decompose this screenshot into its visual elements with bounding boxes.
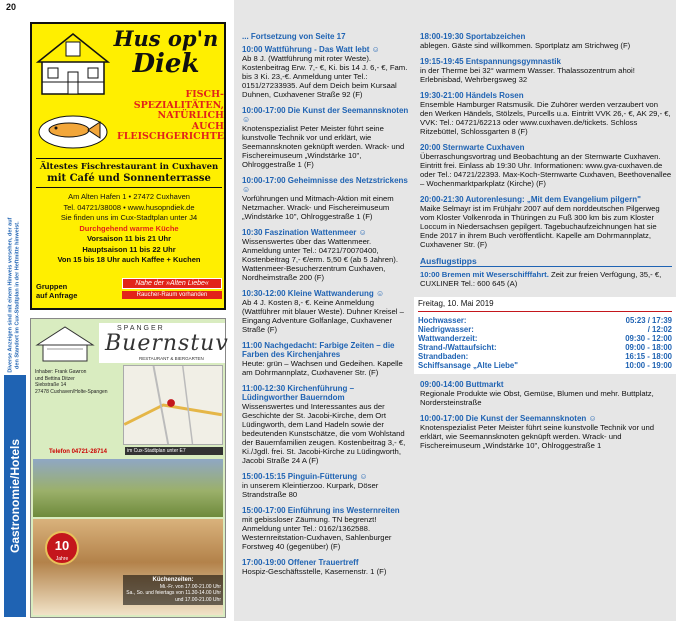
sidebar-note-line: Diverse Anzeigen sind mit einem Hinweis versehen, der auf [7,217,14,374]
fish-plate-icon [36,102,110,152]
event-title: 18:00-19:30 Sportabzeichen [420,32,526,41]
groups-line: auf Anfrage [36,291,78,300]
event-title: 17:00-19:00 Offener Trauertreff [242,557,359,567]
date-section [414,297,676,312]
info-line: und Bettina Ditzer [35,375,75,382]
location-map-icon [123,365,223,445]
claim-line: FISCH- [185,89,224,100]
date-heading: Freitag, 10. Mai 2019 [418,299,672,312]
tide-label: Niedrigwasser: [418,325,474,334]
tide-row [418,343,672,352]
event-entry [242,106,410,169]
subtitle-line: Ältestes Fischrestaurant in Cuxhaven [39,162,219,172]
kitchen-label: Durchgehend warme Küche [79,223,179,233]
event-title: 10:00-17:00 Die Kunst der Seemannsknoten ☺ [242,105,409,124]
contact: Tel. 04721/38008 • www.husopndiek.de [63,202,195,212]
logo-subtitle: RESTAURANT & BIERGARTEN [139,356,204,361]
buernstuv-info [35,369,119,395]
buernstuv-logo [99,323,229,363]
event-body: in unserem Kleintierzoo. Kurpark, Döser Strandstraße 80 [242,480,379,499]
event-entry [242,558,410,576]
groups-note [36,282,77,300]
event-body: in der Therme bei 32° warmem Wasser. Thalassozentrum ahoi! Erlebnisbad, Wehrbergsweg 32 [420,66,635,84]
tide-row [418,325,672,334]
event-entry [242,176,410,221]
event-body: mit gebissloser Zäumung. TN begrenzt! Anmeldung unter Tel.: 0162/1362588. Westernreitstation-Cuxhaven, Sahlenburger Forstweg 40 (gegenüber) (F) [242,514,392,551]
page-number: 20 [6,2,17,12]
tide-row [418,352,672,361]
event-title: 20:00 Sternwarte Cuxhaven [420,143,525,152]
season-main: Hauptsaison 11 bis 22 Uhr [82,244,176,254]
info-line: Siebstraße 14 [35,382,67,388]
tide-value: 10:00 - 19:00 [625,361,672,370]
ad-hus-subtitle [36,158,222,188]
tide-row [418,334,672,343]
event-entry [242,384,410,465]
event-title: 10:00 Wattführung - Das Watt lebt ☺ [242,44,380,54]
hours-line: Sa., So. und feiertags von 11.30-14.00 Uhr [126,590,221,596]
event-body: Ab 8 J. (Wattführung mit roter Weste). Kostenbeitrag Erw. 7,- €, Ki. bis 14 J. 6,- €, Fam. bis 3 Ki. 23,-€. Anmeldung unter Tel.: 0151/27233935. Auf dem Deich beim Kursaal Duhnen, Cuxhavener Straße 92 (F) [242,53,408,99]
event-title: 15:00-15:15 Pinguin-Fütterung ☺ [242,471,368,481]
claim-line: FLEISCHGERICHTE [116,131,224,142]
tide-value: 16:15 - 18:00 [625,352,672,361]
tide-value: 09:30 - 12:00 [625,334,672,343]
tips-header: Ausflugstipps [420,256,672,267]
event-body: Überraschungsvortrag und Beobachtung an der Sternwarte Cuxhaven. Eintritt frei. Einlass ab 19:30 Uhr. Informationen: www.gva-cuxhaven.de oder Tel.: 04721/22393. Max-Koch-Sternwarte Cuxhaven, Beethovenallee – Wochenmarktparkplatz (Kirche) (F) [420,152,672,188]
badge-label: Jahre [55,556,69,562]
event-title: 10:00-17:00 Geheimnisse des Netzstrickens ☺ [242,175,408,194]
event-title: 19:30-21:00 Händels Rosen [420,91,524,100]
tide-label: Strand-/Wattaufsicht: [418,343,497,352]
event-entry [420,57,672,84]
logo-line: Hus op'n [113,26,219,51]
event-entry [420,143,672,188]
tide-label: Schiffsansage „Alte Liebe" [418,361,518,370]
event-body: Regionale Produkte wie Obst, Gemüse, Blumen und mehr. Buttplatz, Nordersteinstraße [420,389,654,407]
event-body: Wissenswertes und Interessantes aus der Geschichte der St. Jacobi-Kirche, dem Ort Lüdingworth, dem Land Hadeln sowie der bedeutenden Kunstschätze, die vom Wohlstand der Bauernfamilien zeugen. Kostenbeitrag 3,- €, Ki./Jgdl. frei. St. Jacobi-Kirche zu Lüdingworth, Jacobi Straße 24 A (F) [242,401,406,465]
event-title: 19:15-19:45 Entspannungsgymnastik [420,57,561,66]
tide-row [418,361,672,370]
logo-line: Diek [132,49,200,79]
event-entry [242,45,410,99]
tip-body: Zeit zur freien Verfügung, 35,- €, CUXLINER Tel.: 600 645 (A) [420,270,662,288]
tide-value: 09:00 - 18:00 [625,343,672,352]
events-column-right [414,0,676,621]
events-column-left [234,0,414,621]
hours-title: Küchenzeiten: [152,577,194,583]
event-body: Wissenswertes über das Wattenmeer. Anmeldung unter Tel.: 04721/70070400, Kostenbeitrag 7,- €/erm. 5,50 € (ab 5 Jahren). Wattenmeer-Besucherzentrum Cuxhaven, Nordheimstraße 200 (F) [242,236,398,282]
address: Am Alten Hafen 1 • 27472 Cuxhaven [68,192,190,201]
map-hint: Sie finden uns im Cux-Stadtplan unter J4 [60,213,198,222]
sidebar-note-line: den Standort im Cux-Stadtplan in der Heftmitte hinweist. [15,221,22,370]
coffee-hours: Von 15 bis 18 Uhr auch Kaffee + Kuchen [57,255,201,264]
event-entry [420,414,672,450]
hours-line: und 17.00-21.00 Uhr [175,596,221,603]
event-body: Knotenspezialist Peter Meister führt seine kunstvolle Technik vor und erklärt, wie Seemannsknoten geknüpft werden. Wrack- und Fischereimuseum „Windstärke 10", Ohlroggestraße 1 [420,423,655,450]
event-entry [420,195,672,249]
ad-hus-info [34,192,224,266]
logo-name: Buernstuv [105,331,229,356]
event-title: 10:30 Faszination Wattenmeer ☺ [242,227,367,237]
event-body: Hospiz-Geschäftsstelle, Kasernenstr. 1 (F) [242,566,387,576]
info-line: Inhaber: Frank Gawron [35,369,87,375]
sidebar-note [4,218,26,373]
category-label: Gastronomie/Hotels [8,438,22,554]
continuation-header: ... Fortsetzung von Seite 17 [242,32,346,41]
tide-label: Wattwanderzeit: [418,334,478,343]
ad-hus-claim [112,90,224,143]
event-title: 10:00-17:00 Die Kunst der Seemannsknoten ☺ [420,414,597,423]
event-body: Knotenspezialist Peter Meister führt seine kunstvolle Technik vor und erklärt, wie Seemannsknoten geknüpft werden. Wrack- und Fischereimuseum „Windstärke 10", Ohlroggestraße 1 (F) [242,123,405,169]
tide-value: / 12:02 [647,325,672,334]
groups-line: Gruppen [36,282,68,291]
event-title: 20:00-21:30 Autorenlesung: „Mit dem Evangelium pilgern" [420,195,641,204]
event-entry [242,341,410,377]
anniversary-badge [45,531,79,565]
event-title: 15:00-17:00 Einführung ins Westernreiten [242,505,400,515]
claim-line: AUCH [191,120,224,132]
hours-line: Mi.-Fr. von 17.00-21.00 Uhr [159,583,221,590]
season-pre: Vorsaison 11 bis 21 Uhr [86,234,172,243]
subtitle-line: mit Café und Sonnenterrasse [47,173,211,184]
event-body: Heute: grün – Wachsen und Gedeihen. Kapelle am Dohrmannplatz, Cuxhavener Str. (F) [242,358,403,377]
house-illustration-icon [36,30,110,98]
event-entry [420,32,672,50]
telefon: Telefon 04721-28714 [49,449,107,455]
raucher-badge: Raucher-Raum vorhanden [122,291,222,299]
event-title: 11:00 Nachgedacht: Farbige Zeiten – die Farben des Kirchenjahres [242,340,395,359]
badge-number: 10 [54,538,70,553]
logo-spanger: SPANGER [117,325,165,332]
claim-line: SPEZIALITÄTEN, [133,99,224,111]
event-body: Vorführungen und Mitmach-Aktion mit einem Netzmacher. Wrack- und Fischereimuseum „Windstärke 10", Ohlroggestraße 1 (F) [242,193,394,221]
ad-buernstuv [30,318,229,618]
event-body: ablegen. Gäste sind willkommen. Sportplatz am Strichweg (F) [420,41,631,50]
nahe-badge: Nahe der »Alten Liebe« [122,278,222,289]
kitchen-hours [123,575,223,605]
event-entry [242,289,410,334]
tide-label: Hochwasser: [418,316,467,325]
map-caption: im Cux-Stadtplan unter E7 [125,447,223,455]
event-entry [242,506,410,551]
info-line: 27478 Cuxhaven/Holte-Spangen [35,388,108,395]
event-entry [242,472,410,499]
claim-line: NATÜRLICH [157,110,224,121]
ad-hus-op-n-diek [30,22,226,310]
event-title: 10:30-12:00 Kleine Wattwanderung ☺ [242,288,385,298]
tip-entry [420,270,672,288]
event-body: Ab 4 J. Kosten 8,- €. Keine Anmeldung (Wattführer mit blauer Weste). Duhner Kreisel – Eingang Adventure Golfanlage, Cuxhavener Straße (F) [242,297,404,334]
ad-hus-logo [108,28,224,78]
tide-table [414,312,676,374]
exterior-photo [33,459,223,517]
event-body: Ensemble Hamburger Ratsmusik. Die Zuhörer werden verzaubert von den Werken Händels, Stölzels, Purcells u.a. Eintritt VVK 26,- €, AK 29,- €, VVK: Tel.: 04721/62213 oder www.cuxhaven.de/tickets. Schloss Ritzebüttel, Schlossgarten 8 (F) [420,100,671,136]
farmhouse-icon [33,323,97,363]
tip-title: 10:00 Bremen mit Weserschifffahrt. [420,270,549,279]
event-body: Maike Selmayr ist im Frühjahr 2007 auf dem norddeutschen Pilgerweg vom Kloster Volkenroda in Thüringen zu Fuß 300 km bis zum Kloster Loccum in Niedersachsen gepilgert. Tagebuchaufzeichnungen hat sie Ende 2017 in ihrem Buch veröffentlicht. Kapelle am Dohrmannplatz, Cuxhavener Str. (F) [420,204,660,249]
event-title: 09:00-14:00 Buttmarkt [420,380,504,389]
tide-row [418,316,672,325]
tide-value: 05:23 / 17:39 [625,316,672,325]
tide-label: Strandbaden: [418,352,469,361]
event-entry [420,380,672,407]
event-title: 11:00-12:30 Kirchenführung – Lüdingworther Bauerndom [242,383,355,402]
event-entry [242,228,410,282]
event-entry [420,91,672,136]
